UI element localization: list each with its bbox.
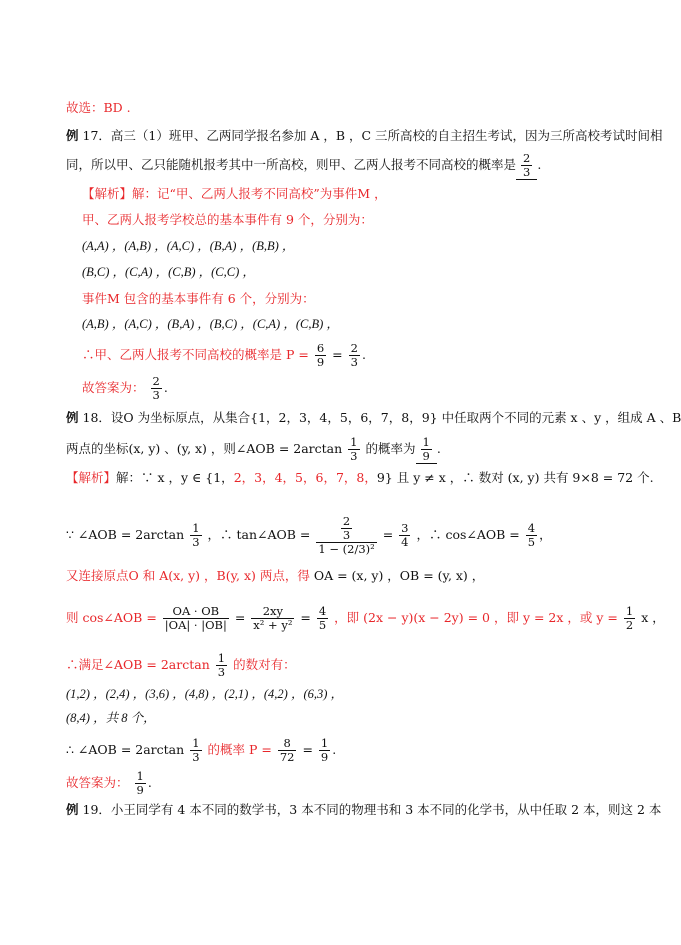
ex17-question-line2: 同，所以甲、乙只能随机报考其中一所高校，则甲、乙两人报考不同高校的概率是 $\frac{2}{3}$ . [66,151,542,179]
ex18-prob-n2: 1 [320,736,329,750]
ex18-satisfy-prefix: ∴满足∠AOB = 2arctan [66,657,210,672]
ex18-label: 例 [66,410,79,425]
ex17-final-num: 2 [152,374,160,388]
ex18-prob-mid: 的概率 P = [207,742,272,757]
ex17-solution-line2: 甲、乙两人报考学校总的基本事件有 9 个，分别为： [82,212,373,227]
ex18-tan-compound-frac [316,515,376,556]
ex18-solution-tag: 【解析】 [66,470,117,485]
ex17-probability: ∴甲、乙两人报考不同高校的概率是 P = $\frac{6}{9}$ = $\frac{2}{3}$ . [82,341,366,369]
ex18-tan-prefix: ∵ ∠AOB = 2arctan [66,527,185,542]
ex18-tan-top-num: 2 [342,514,351,528]
ex18-then-num: OA · OB [172,604,220,618]
ex18-connect-c: OA = (x, y) ，OB = (y, x) ， [313,568,485,583]
ex18-prob-d1: 72 [279,750,295,764]
ex17-final-den: 3 [152,388,160,402]
ex18-question-line2: 两点的坐标(x, y) 、(y, x) ，则∠AOB = 2arctan $\frac{1}{3}$ 的概率为 $\frac{1}{9}$ . [66,435,441,463]
ex17-answer-den: 3 [523,165,531,179]
ex18-tan-top-den: 3 [342,528,351,542]
ex18-connect-b: A(x, y) ，B(y, x) 两点，得 [159,568,310,583]
ex18-tan-result-den: 4 [401,535,409,549]
ex19-question-line1 [66,800,661,820]
ex18-q-frac-den: 3 [350,449,358,463]
ex18-final-num: 1 [136,769,144,783]
ex17-prob-d2: 3 [350,355,358,369]
ex17-solution-tag: 【解析】 [82,186,133,201]
ex18-satisfy-suffix: 的数对有： [233,657,296,672]
ex18-question-line1 [66,408,681,428]
ex17-basic-events-2: (B,C) ，(C,A) ，(C,B) ，(C,C) ， [82,265,255,279]
ex18-tan-line: ∵ ∠AOB = 2arctan $\frac{1}{3}$ ，∴ tan∠AOB = $\frac{\frac{2}{3}}{\text{1 − (2/3)²}}$ = $\frac{3}{4}$ ，∴ cos∠AOB = $\frac{4}{5}$ ， [66,514,552,556]
ex18-tan-bottom: 1 − (2/3)² [318,542,375,556]
ex18-prob-prefix: ∴ ∠AOB = 2arctan [66,742,185,757]
ex18-then-den: |OA| · |OB| [164,618,227,632]
ex17-solution-text1: 解：记“甲、乙两人报考不同高校”为事件M ， [132,186,387,201]
ex17-basic-events-1: (A,A) ，(A,B) ，(A,C) ，(B,A) ，(B,B) ， [82,239,295,253]
ex18-final-answer: 故答案为： $\frac{1}{9}$ . [66,769,152,797]
ex18-prob-d2: 9 [320,750,329,764]
ex19-question-text1: 19．小王同学有 4 本不同的数学书，3 本不同的物理书和 3 本不同的化学书，从中任取 2 本，则这 2 本 [78,802,662,817]
ex18-then-suffix-b: x ， [641,610,665,625]
ex18-then-eq-num: 4 [318,604,327,618]
ex19-label: 例 [66,802,79,817]
ex18-then-den2: x² + y² [253,618,293,632]
ex18-solution-text1b: 2，3，4，5，6，7，8， [233,470,377,485]
ex18-satisfy-line: ∴满足∠AOB = 2arctan $\frac{1}{3}$ 的数对有： [66,651,296,679]
ex18-solution-text1a: 解：∵ x ，y ∈ {1， [116,470,234,485]
ex17-label: 例 [66,128,79,143]
ex18-solution-text1c: 9} 且 y ≠ x ，∴ 数对 (x, y) 共有 9×8 = 72 个. [376,470,654,485]
ex18-solution-line1 [66,468,654,488]
ex18-q-frac-num: 1 [350,435,358,449]
ex18-cos-num: 4 [527,521,536,535]
ex18-then-half-den: 2 [625,618,634,632]
ex17-prob-n1: 6 [316,341,325,355]
ex18-then-num2: 2xy [262,604,284,618]
ex18-connect-a: 又连接原点O 和 [66,568,156,583]
ex17-solution-line1 [82,184,387,204]
ex17-question-line1 [66,126,663,146]
ex18-question-text2b: 的概率为 [365,441,416,456]
ex18-then-half-num: 1 [625,604,634,618]
ex18-pairs-1: (1,2) ，(2,4) ，(3,6) ，(4,8) ，(2,1) ，(4,2) ，(6,3) ， [66,687,344,701]
ex17-m-events: (A,B) ，(A,C) ，(B,A) ，(B,C) ，(C,A) ，(C,B) ， [82,317,339,331]
ex17-prob-prefix: ∴甲、乙两人报考不同高校的概率是 P = [82,347,309,362]
ex17-final-prefix: 故答案为： [82,380,145,395]
ex18-answer-blank [416,436,437,464]
ex18-then-prefix: 则 cos∠AOB = [66,610,157,625]
ex18-tan-mid: ，∴ tan∠AOB = [207,527,311,542]
ex18-answer-num: 1 [422,435,430,449]
ex18-final-prefix: 故答案为： [66,775,129,790]
ex17-answer-num: 2 [523,151,531,165]
ex17-event-m-text: 事件M 包含的基本事件有 6 个，分别为： [82,291,315,306]
ex18-prob-line: ∴ ∠AOB = 2arctan $\frac{1}{3}$ 的概率 P = $\frac{8}{72}$ = $\frac{1}{9}$ . [66,736,337,764]
ex18-prob-n1: 8 [283,736,291,750]
ex18-tan-result-num: 3 [401,521,409,535]
ex18-cos-den: 5 [527,535,536,549]
ex18-then-eq-den: 5 [318,618,327,632]
ex18-then-suffix-a: ，即 (2x − y)(x − 2y) = 0 ，即 y = 2x ，或 y = [334,610,618,625]
ex17-question-text1: 17．高三（1）班甲、乙两同学报名参加 A ，B ，C 三所高校的自主招生考试，因为三所高校考试时间相 [78,128,663,143]
ex18-cos-text: ，∴ cos∠AOB = [416,527,520,542]
ex18-connect-line [66,566,484,586]
ex17-final-answer: 故答案为： $\frac{2}{3}$ . [82,374,168,402]
ex18-final-den: 9 [136,783,144,797]
ex18-question-text1: 18．设O 为坐标原点，从集合{1，2，3，4，5，6，7，8，9} 中任取两个不同的元素 x 、y ，组成 A 、B [78,410,681,425]
ex17-prob-n2: 2 [350,341,358,355]
ex18-pairs-2: (8,4) ，共 8 个， [66,711,156,725]
ex18-answer-den: 9 [422,449,430,463]
ex17-answer-blank [516,152,537,180]
ex17-prob-d1: 9 [316,355,325,369]
ex17-question-text2: 同，所以甲、乙只能随机报考其中一所高校，则甲、乙两人报考不同高校的概率是 [66,157,517,172]
intro-answer: 故选：BD . [66,100,131,115]
ex18-then-line: 则 cos∠AOB = $\frac{OA \cdot OB}{|OA| \cdot |OB|}$ = $\frac{2xy}{\text{x² + y²}}$ = $\frac{4}{5}$ ，即 (2x − y)(x − 2y) = 0 ，即 y = 2x ，或 y = $\frac{1}{2}$ x ， [66,604,665,632]
ex18-question-text2a: 两点的坐标(x, y) 、(y, x) ，则∠AOB = 2arctan [66,441,343,456]
